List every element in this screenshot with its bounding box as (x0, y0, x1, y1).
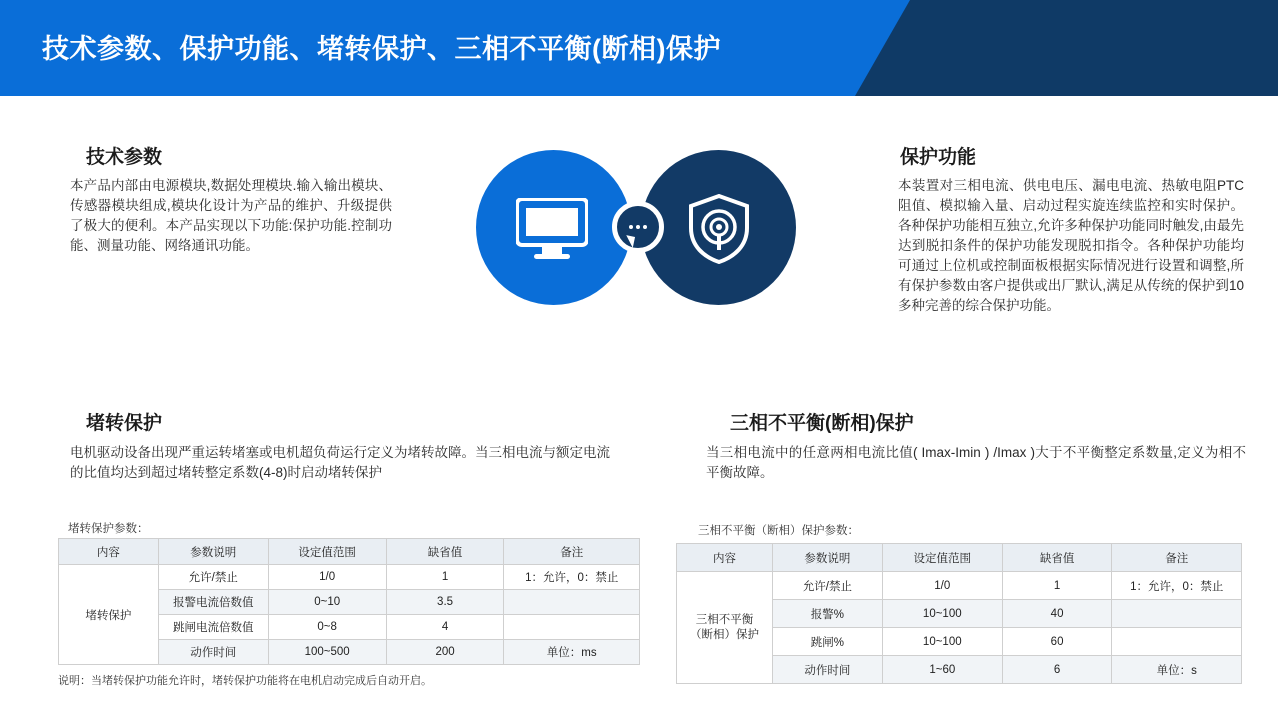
cell-param: 跳闸% (773, 628, 883, 656)
column-header-default: 缺省值 (386, 539, 504, 565)
column-header-param: 参数说明 (158, 539, 268, 565)
row-header-stall: 堵转保护 (59, 565, 159, 665)
cell-default: 60 (1002, 628, 1112, 656)
unbalance-table-caption: 三相不平衡（断相）保护参数： (698, 525, 859, 537)
cell-default: 4 (386, 615, 504, 640)
cell-note: 单位：ms (504, 640, 640, 665)
cell-range: 0~10 (268, 590, 386, 615)
cell-note (504, 615, 640, 640)
cell-note (1112, 628, 1242, 656)
column-header-default: 缺省值 (1002, 544, 1112, 572)
table-row (677, 572, 1242, 600)
cell-range: 1/0 (268, 565, 386, 590)
cell-note: 1：允许，0：禁止 (504, 565, 640, 590)
column-header-note: 备注 (504, 539, 640, 565)
section-title-stall: 堵转保护 (86, 413, 163, 434)
chat-bubble-icon (612, 201, 664, 253)
cell-param: 允许/禁止 (773, 572, 883, 600)
column-header-content: 内容 (677, 544, 773, 572)
row-header-line-2: （断相）保护 (690, 628, 759, 641)
section-title-unbalance: 三相不平衡(断相)保护 (730, 413, 914, 434)
column-header-note: 备注 (1112, 544, 1242, 572)
cell-note: 单位：s (1112, 656, 1242, 684)
section-body-tech: 本产品内部由电源模块,数据处理模块.输入输出模块、传感器模块组成,模块化设计为产品的维护、升级提供了极大的便利。本产品实现以下功能:保护功能.控制功能、测量功能、网络通讯功能。 (70, 178, 392, 253)
section-title-tech: 技术参数 (86, 147, 163, 168)
row-header-unbalance (677, 572, 773, 684)
cell-range: 100~500 (268, 640, 386, 665)
cell-param: 允许/禁止 (158, 565, 268, 590)
cell-param: 报警% (773, 600, 883, 628)
cell-default: 1 (1002, 572, 1112, 600)
shield-icon (688, 194, 750, 264)
cell-param: 动作时间 (158, 640, 268, 665)
monitor-icon (516, 198, 588, 260)
page-title: 技术参数、保护功能、堵转保护、三相不平衡(断相)保护 (42, 34, 721, 64)
unbalance-parameters-table (676, 543, 1242, 684)
table-header-row (677, 544, 1242, 572)
cell-note (504, 590, 640, 615)
section-title-protection: 保护功能 (900, 147, 977, 168)
cell-param: 报警电流倍数值 (158, 590, 268, 615)
column-header-param: 参数说明 (773, 544, 883, 572)
cell-note (1112, 600, 1242, 628)
center-graphic (476, 150, 806, 305)
page-header (0, 0, 1278, 96)
cell-range: 10~100 (882, 600, 1002, 628)
cell-note: 1：允许，0：禁止 (1112, 572, 1242, 600)
cell-default: 40 (1002, 600, 1112, 628)
cell-default: 6 (1002, 656, 1112, 684)
cell-range: 1~60 (882, 656, 1002, 684)
cell-param: 动作时间 (773, 656, 883, 684)
cell-range: 1/0 (882, 572, 1002, 600)
cell-default: 3.5 (386, 590, 504, 615)
section-body-stall: 电机驱动设备出现严重运转堵塞或电机超负荷运行定义为堵转故障。当三相电流与额定电流的比值均达到超过堵转整定系数(4-8)时启动堵转保护 (70, 445, 610, 480)
cell-default: 200 (386, 640, 504, 665)
section-body-unbalance: 当三相电流中的任意两相电流比值( Imax-Imin ) /Imax )大于不平衡整定系数量,定义为相不平衡故障。 (706, 445, 1246, 480)
column-header-content: 内容 (59, 539, 159, 565)
stall-parameters-table (58, 538, 640, 665)
cell-range: 0~8 (268, 615, 386, 640)
column-header-range: 设定值范围 (268, 539, 386, 565)
column-header-range: 设定值范围 (882, 544, 1002, 572)
table-row (59, 565, 640, 590)
stall-table-caption: 堵转保护参数： (68, 523, 149, 535)
table-header-row (59, 539, 640, 565)
stall-table-note: 说明：当堵转保护功能允许时，堵转保护功能将在电机启动完成后自动开启。 (58, 675, 432, 687)
cell-range: 10~100 (882, 628, 1002, 656)
row-header-line-1: 三相不平衡 (695, 613, 754, 626)
section-body-protection: 本装置对三相电流、供电电压、漏电电流、热敏电阻PTC阻值、模拟输入量、启动过程实旋连续监控和实时保护。各种保护功能相互独立,允许多种保护功能同时触发,由最先达到脱扣条件的保护功能发现脱扣指令。各种保护功能均可通过上位机或控制面板根据实际情况进行设置和调整,所有保护参数由客户提供或出厂默认,满足从传统的保护到10多种完善的综合保护功能。 (898, 178, 1244, 313)
cell-param: 跳闸电流倍数值 (158, 615, 268, 640)
cell-default: 1 (386, 565, 504, 590)
